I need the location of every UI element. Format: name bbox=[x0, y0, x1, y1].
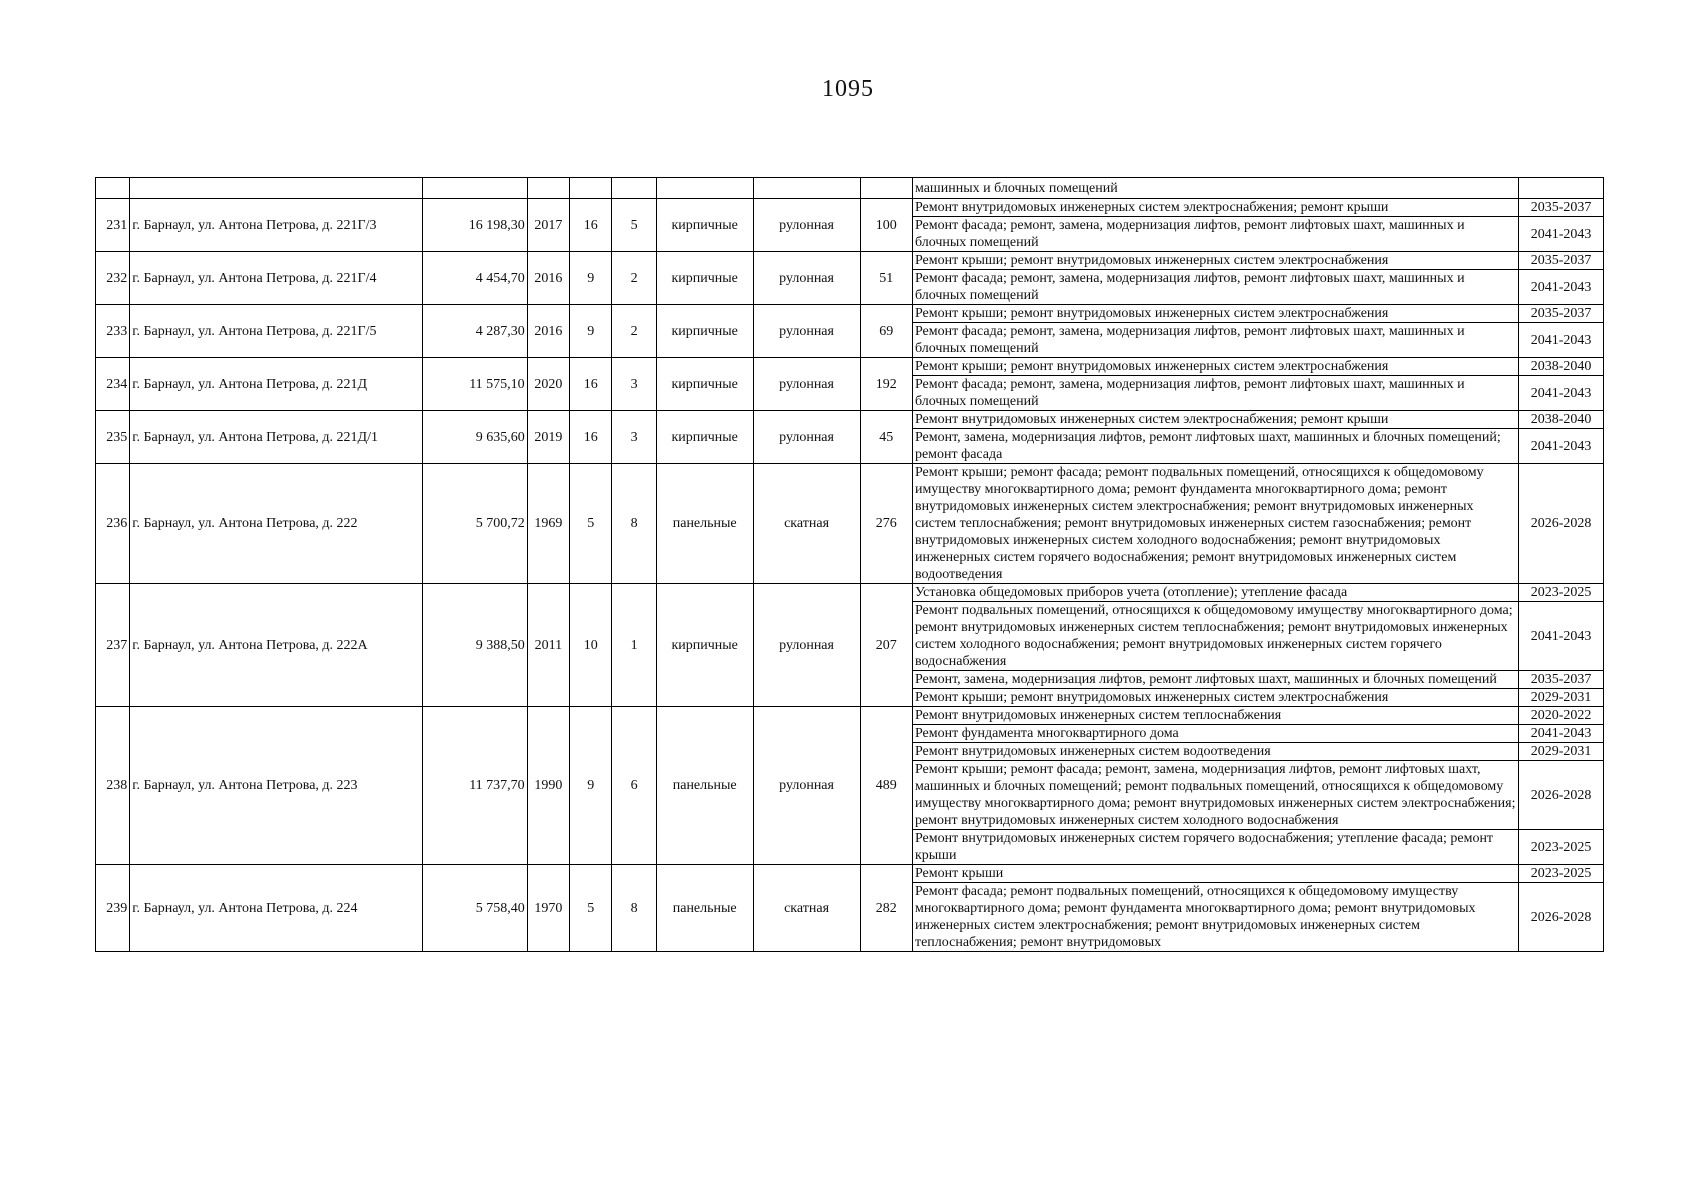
table-row bbox=[96, 865, 1604, 883]
table-body bbox=[96, 178, 1604, 952]
work-period-cell: 2038-2040 bbox=[1519, 358, 1604, 376]
year-built-cell: 2011 bbox=[527, 584, 569, 707]
year-built-cell: 1990 bbox=[527, 707, 569, 865]
work-period-cell: 2038-2040 bbox=[1519, 411, 1604, 429]
work-description-cell: Ремонт фасада; ремонт, замена, модернизация лифтов, ремонт лифтовых шахт, машинных и блочных помещений bbox=[912, 376, 1518, 411]
area-cell: 9 635,60 bbox=[422, 411, 527, 464]
floors-cell: 16 bbox=[570, 199, 612, 252]
residents-cell: 69 bbox=[860, 305, 912, 358]
floors-cell: 5 bbox=[570, 865, 612, 952]
address-cell: г. Барнаул, ул. Антона Петрова, д. 221Д bbox=[130, 358, 423, 411]
table-row bbox=[96, 584, 1604, 602]
work-period-cell: 2035-2037 bbox=[1519, 305, 1604, 323]
work-description-cell: Ремонт внутридомовых инженерных систем электроснабжения; ремонт крыши bbox=[912, 199, 1518, 217]
table-row bbox=[96, 199, 1604, 217]
floors-cell: 9 bbox=[570, 252, 612, 305]
repair-program-table bbox=[95, 177, 1604, 952]
page-number: 1095 bbox=[822, 76, 874, 102]
roof-type-cell: рулонная bbox=[753, 252, 860, 305]
work-period-cell: 2035-2037 bbox=[1519, 252, 1604, 270]
area-cell: 4 454,70 bbox=[422, 252, 527, 305]
wall-material-cell: кирпичные bbox=[656, 411, 753, 464]
area-cell: 9 388,50 bbox=[422, 584, 527, 707]
area-cell: 11 737,70 bbox=[422, 707, 527, 865]
residents-cell: 51 bbox=[860, 252, 912, 305]
area-cell: 5 700,72 bbox=[422, 464, 527, 584]
work-description-cell: Ремонт подвальных помещений, относящихся к общедомовому имуществу многоквартирного дома; ремонт внутридомовых инженерных систем теплоснабжения; ремонт внутридомовых инженерных систем холодного водоснабжения; ремонт внутридомовых инженерных систем горячего водоснабжения bbox=[912, 602, 1518, 671]
work-period-cell: 2026-2028 bbox=[1519, 883, 1604, 952]
roof-type-cell: рулонная bbox=[753, 358, 860, 411]
floors-cell: 9 bbox=[570, 305, 612, 358]
floors-cell: 16 bbox=[570, 411, 612, 464]
residents-cell: 489 bbox=[860, 707, 912, 865]
roof-type-cell: рулонная bbox=[753, 199, 860, 252]
wall-material-cell: кирпичные bbox=[656, 199, 753, 252]
work-description-cell: Ремонт фундамента многоквартирного дома bbox=[912, 725, 1518, 743]
row-number-cell: 232 bbox=[96, 252, 130, 305]
entrances-cell: 3 bbox=[612, 358, 656, 411]
address-cell: г. Барнаул, ул. Антона Петрова, д. 221Г/5 bbox=[130, 305, 423, 358]
roof-type-cell: рулонная bbox=[753, 305, 860, 358]
work-description-cell: Ремонт крыши; ремонт внутридомовых инженерных систем электроснабжения bbox=[912, 689, 1518, 707]
address-cell: г. Барнаул, ул. Антона Петрова, д. 221Г/3 bbox=[130, 199, 423, 252]
row-number-cell: 239 bbox=[96, 865, 130, 952]
work-description-cell: Ремонт, замена, модернизация лифтов, ремонт лифтовых шахт, машинных и блочных помещений; ремонт фасада bbox=[912, 429, 1518, 464]
work-period-cell: 2023-2025 bbox=[1519, 865, 1604, 883]
row-number-cell: 233 bbox=[96, 305, 130, 358]
work-description-cell: Ремонт крыши; ремонт фасада; ремонт, замена, модернизация лифтов, ремонт лифтовых шахт, машинных и блочных помещений; ремонт подвальных помещений, относящихся к общедомовому имуществу многоквартирного дома; ремонт внутридомовых инженерных систем электроснабжения; ремонт внутридомовых инженерных систем холодного водоснабжения bbox=[912, 761, 1518, 830]
work-description-cell: Ремонт внутридомовых инженерных систем теплоснабжения bbox=[912, 707, 1518, 725]
address-cell: г. Барнаул, ул. Антона Петрова, д. 221Г/4 bbox=[130, 252, 423, 305]
work-description-cell: Ремонт крыши; ремонт внутридомовых инженерных систем электроснабжения bbox=[912, 305, 1518, 323]
work-description-cell: Ремонт фасада; ремонт, замена, модернизация лифтов, ремонт лифтовых шахт, машинных и блочных помещений bbox=[912, 323, 1518, 358]
wall-material-cell: кирпичные bbox=[656, 252, 753, 305]
entrances-cell: 2 bbox=[612, 252, 656, 305]
work-period-cell: 2029-2031 bbox=[1519, 689, 1604, 707]
floors-cell: 9 bbox=[570, 707, 612, 865]
work-period-cell: 2041-2043 bbox=[1519, 323, 1604, 358]
address-cell: г. Барнаул, ул. Антона Петрова, д. 222 bbox=[130, 464, 423, 584]
work-period-cell: 2029-2031 bbox=[1519, 743, 1604, 761]
floors-cell: 5 bbox=[570, 464, 612, 584]
wall-material-cell: панельные bbox=[656, 464, 753, 584]
wall-material-cell: кирпичные bbox=[656, 305, 753, 358]
entrances-cell: 1 bbox=[612, 584, 656, 707]
work-description-cell: Ремонт крыши; ремонт фасада; ремонт подвальных помещений, относящихся к общедомовому имуществу многоквартирного дома; ремонт фундамента многоквартирного дома; ремонт внутридомовых инженерных систем электроснабжения; ремонт внутридомовых инженерных систем теплоснабжения; ремонт внутридомовых инженерных систем газоснабжения; ремонт внутридомовых инженерных систем холодного водоснабжения; ремонт внутридомовых инженерных систем горячего водоснабжения; ремонт внутридомовых инженерных систем водоотведения bbox=[912, 464, 1518, 584]
work-period-cell: 2020-2022 bbox=[1519, 707, 1604, 725]
residents-cell: 276 bbox=[860, 464, 912, 584]
year-built-cell: 1970 bbox=[527, 865, 569, 952]
roof-type-cell: рулонная bbox=[753, 411, 860, 464]
address-cell: г. Барнаул, ул. Антона Петрова, д. 222А bbox=[130, 584, 423, 707]
row-number-cell: 236 bbox=[96, 464, 130, 584]
work-period-cell: 2041-2043 bbox=[1519, 429, 1604, 464]
table-row bbox=[96, 358, 1604, 376]
work-description-cell: Установка общедомовых приборов учета (отопление); утепление фасада bbox=[912, 584, 1518, 602]
year-built-cell: 1969 bbox=[527, 464, 569, 584]
year-built-cell: 2020 bbox=[527, 358, 569, 411]
area-cell: 4 287,30 bbox=[422, 305, 527, 358]
work-description-cell: Ремонт крыши; ремонт внутридомовых инженерных систем электроснабжения bbox=[912, 252, 1518, 270]
work-period-cell: 2041-2043 bbox=[1519, 270, 1604, 305]
year-built-cell: 2016 bbox=[527, 252, 569, 305]
roof-type-cell: рулонная bbox=[753, 707, 860, 865]
row-number-cell: 237 bbox=[96, 584, 130, 707]
roof-type-cell: скатная bbox=[753, 464, 860, 584]
wall-material-cell: кирпичные bbox=[656, 584, 753, 707]
address-cell: г. Барнаул, ул. Антона Петрова, д. 221Д/1 bbox=[130, 411, 423, 464]
row-number-cell: 238 bbox=[96, 707, 130, 865]
area-cell: 16 198,30 bbox=[422, 199, 527, 252]
work-period-cell: 2035-2037 bbox=[1519, 671, 1604, 689]
year-built-cell: 2017 bbox=[527, 199, 569, 252]
entrances-cell: 3 bbox=[612, 411, 656, 464]
roof-type-cell: скатная bbox=[753, 865, 860, 952]
table-row bbox=[96, 252, 1604, 270]
work-description-cell: Ремонт крыши bbox=[912, 865, 1518, 883]
work-description-cell: Ремонт внутридомовых инженерных систем горячего водоснабжения; утепление фасада; ремонт крыши bbox=[912, 830, 1518, 865]
table-row bbox=[96, 464, 1604, 584]
residents-cell: 45 bbox=[860, 411, 912, 464]
wall-material-cell: кирпичные bbox=[656, 358, 753, 411]
work-period-cell: 2035-2037 bbox=[1519, 199, 1604, 217]
work-period-cell: 2023-2025 bbox=[1519, 830, 1604, 865]
work-period-cell: 2041-2043 bbox=[1519, 602, 1604, 671]
work-description-cell: Ремонт, замена, модернизация лифтов, ремонт лифтовых шахт, машинных и блочных помещений bbox=[912, 671, 1518, 689]
work-period-cell: 2023-2025 bbox=[1519, 584, 1604, 602]
entrances-cell: 5 bbox=[612, 199, 656, 252]
residents-cell: 282 bbox=[860, 865, 912, 952]
residents-cell: 207 bbox=[860, 584, 912, 707]
entrances-cell: 8 bbox=[612, 865, 656, 952]
work-description-cell: Ремонт крыши; ремонт внутридомовых инженерных систем электроснабжения bbox=[912, 358, 1518, 376]
work-description-cell: Ремонт внутридомовых инженерных систем водоотведения bbox=[912, 743, 1518, 761]
row-number-cell: 231 bbox=[96, 199, 130, 252]
continuation-row bbox=[96, 178, 1604, 199]
residents-cell: 192 bbox=[860, 358, 912, 411]
work-description-cell: Ремонт внутридомовых инженерных систем электроснабжения; ремонт крыши bbox=[912, 411, 1518, 429]
year-built-cell: 2016 bbox=[527, 305, 569, 358]
table-row bbox=[96, 707, 1604, 725]
work-period-cell: 2041-2043 bbox=[1519, 725, 1604, 743]
area-cell: 11 575,10 bbox=[422, 358, 527, 411]
entrances-cell: 8 bbox=[612, 464, 656, 584]
entrances-cell: 2 bbox=[612, 305, 656, 358]
wall-material-cell: панельные bbox=[656, 865, 753, 952]
entrances-cell: 6 bbox=[612, 707, 656, 865]
work-period-cell: 2026-2028 bbox=[1519, 761, 1604, 830]
work-description-cell: Ремонт фасада; ремонт подвальных помещений, относящихся к общедомовому имуществу многоквартирного дома; ремонт фундамента многоквартирного дома; ремонт внутридомовых инженерных систем электроснабжения; ремонт внутридомовых инженерных систем теплоснабжения; ремонт внутридомовых bbox=[912, 883, 1518, 952]
address-cell: г. Барнаул, ул. Антона Петрова, д. 224 bbox=[130, 865, 423, 952]
table-row bbox=[96, 305, 1604, 323]
work-period-cell: 2026-2028 bbox=[1519, 464, 1604, 584]
residents-cell: 100 bbox=[860, 199, 912, 252]
work-description-cell: Ремонт фасада; ремонт, замена, модернизация лифтов, ремонт лифтовых шахт, машинных и блочных помещений bbox=[912, 217, 1518, 252]
table-row bbox=[96, 411, 1604, 429]
work-period-cell: 2041-2043 bbox=[1519, 217, 1604, 252]
work-description-cell: Ремонт фасада; ремонт, замена, модернизация лифтов, ремонт лифтовых шахт, машинных и блочных помещений bbox=[912, 270, 1518, 305]
floors-cell: 10 bbox=[570, 584, 612, 707]
address-cell: г. Барнаул, ул. Антона Петрова, д. 223 bbox=[130, 707, 423, 865]
continuation-period bbox=[1519, 178, 1604, 199]
work-period-cell: 2041-2043 bbox=[1519, 376, 1604, 411]
year-built-cell: 2019 bbox=[527, 411, 569, 464]
continuation-work-text: машинных и блочных помещений bbox=[912, 178, 1518, 199]
roof-type-cell: рулонная bbox=[753, 584, 860, 707]
row-number-cell: 235 bbox=[96, 411, 130, 464]
floors-cell: 16 bbox=[570, 358, 612, 411]
wall-material-cell: панельные bbox=[656, 707, 753, 865]
area-cell: 5 758,40 bbox=[422, 865, 527, 952]
row-number-cell: 234 bbox=[96, 358, 130, 411]
